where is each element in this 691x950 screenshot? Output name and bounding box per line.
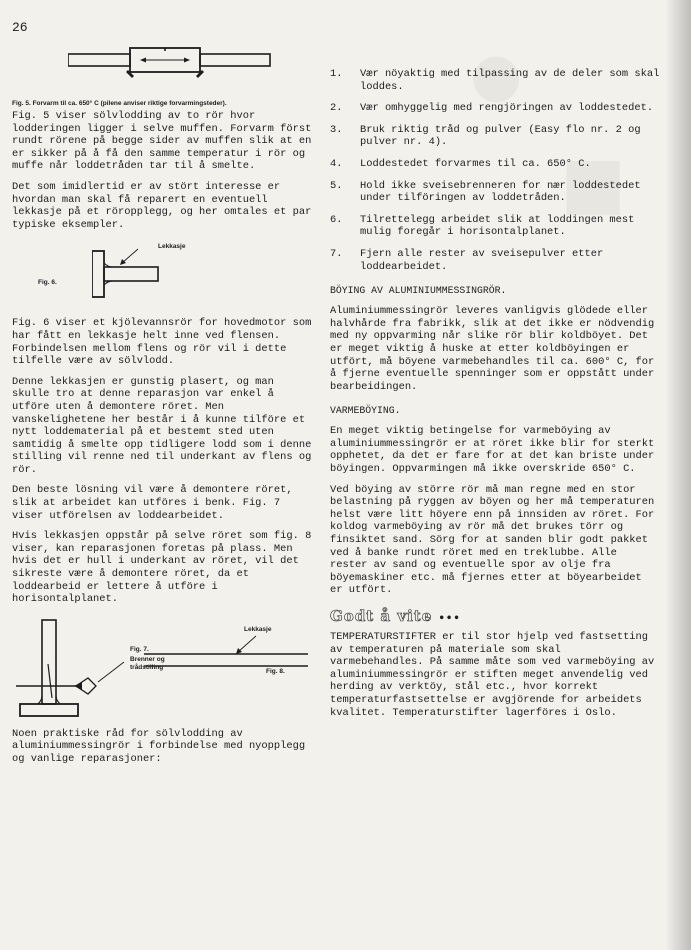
list-item-number: 3. (330, 123, 343, 136)
list-item (330, 124, 660, 149)
figure-5 (12, 40, 317, 110)
list-item-number: 1. (330, 68, 343, 80)
fig8-label: Fig. 8. (266, 667, 285, 675)
fig6-flange-drawing (92, 239, 162, 311)
figures-7-8 (12, 616, 317, 724)
fig5-pipe-drawing (68, 44, 278, 84)
right-column (330, 68, 660, 727)
fig7-annotation (130, 656, 165, 672)
page-edge-shadow (665, 0, 691, 950)
left-paragraph-5: Den beste lösning vil være å demontere röret, slik at arbeidet kan utföres i benk. Fig. 7 viser utförelsen av loddearbeidet. (12, 484, 293, 522)
section-heading-boying: BÖYING AV ALUMINIUMMESSINGRÖR. (330, 285, 507, 297)
figure-6 (12, 239, 317, 311)
list-item-number: 7. (330, 247, 343, 260)
section-boying-text: Aluminiummessingrör leveres vanligvis glödede eller halvhårde fra fabrikk, slik at det ikke er nödvendig med ny oppvarming når slike rör blir koldböyet. Det er meget viktig å huske at etter koldböyingen er utfört, må böyene varmebehandles til ca. 600° C, for å fjerne eventuelle spenninger som er oppstått under bearbeidingen. (330, 305, 655, 393)
left-column (12, 40, 317, 774)
list-item-number: 6. (330, 213, 343, 226)
list-item-text: Vær nöyaktig med tilpassing av de deler som skal loddes. (360, 68, 660, 93)
list-item-text: Fjern alle rester av sveisepulver etter loddearbeidet. (360, 247, 604, 273)
fig6-label: Fig. 6. (38, 279, 57, 287)
list-item-text: Bruk riktig tråd og pulver (Easy flo nr. 2 og pulver nr. 4). (360, 123, 641, 149)
list-item-text: Loddestedet forvarmes til ca. 650° C. (360, 157, 591, 170)
list-item (330, 102, 660, 115)
list-item (330, 158, 660, 171)
page-number: 26 (12, 20, 28, 35)
section-varmeboying-paragraph-2: Ved böying av större rör må man regne med en stor belastning på ryggen av böyen og her må temperaturen helst være litt höyere enn på innsiden av röret. For koldog varmeböying av rör må det brukes törr og finsiktet sand. Sörg for at sanden blir godt pakket ved å banke rundt röret med en treklubbe. Alle rester av sand og eventuelle spor av olje fra böyemaskiner etc. må fjernes etter at böyearbeidet er utfört. (330, 483, 655, 597)
left-paragraph-7: Noen praktiske råd for sölvlodding av aluminiummessingrör i forbindelse med nyopplegg og vanlige reparasjoner: (12, 727, 306, 765)
list-item (330, 180, 660, 205)
left-paragraph-3: Fig. 6 viser et kjölevannsrör for hovedmotor som har fått en lekkasje helt inne ved flensen. Forbindelsen mellom flens og rör vil i dette tilfelle være av sölvlodd. (12, 317, 312, 368)
godt-a-vite-heading: Godt å vite ••• (330, 607, 461, 625)
section-heading-varmeboying: VARMEBÖYING. (330, 405, 401, 417)
fig7-annotation-line-2: trådstilling (130, 663, 164, 671)
fig7-annotation-line-1: Brenner og (130, 655, 165, 663)
list-item-text: Tilrettelegg arbeidet slik at loddingen mest mulig foregår i horisontalplanet. (360, 213, 635, 239)
list-item-text: Hold ikke sveisebrenneren for nær loddestedet under tilföringen av loddetråden. (360, 179, 641, 205)
fig7-label: Fig. 7. (130, 645, 149, 653)
list-item (330, 68, 660, 93)
left-paragraph-2: Det som imidlertid er av stört interesse er hvordan man skal få reparert en eventuell lekkasje på et röropplegg, og her omtales et par typiske eksempler. (12, 180, 312, 231)
section-varmeboying-paragraph-1: En meget viktig betingelse for varmeböying av aluminiummessingrör er at röret ikke blir for sterkt opphetet, da det er fare for at det kan briste under böyingen. Oppvarmingen må ikke overskride 650° C. (330, 425, 655, 476)
fig6-annotation: Lekkasje (158, 243, 186, 251)
left-paragraph-4: Denne lekkasjen er gunstig plasert, og man skulle tro at denne reparasjon var enkel å utföre uten å demontere röret. Men vanskelighetene her består i å kunne tilföre et nytt loddematerial på et bestemt sted uten samtidig å smelte opp tidligere lodd som i denne stilling vil renne ned til underkant av flens og rör. (12, 375, 312, 476)
list-item (330, 248, 660, 273)
list-item-number: 5. (330, 179, 343, 192)
list-item-number: 4. (330, 157, 343, 170)
list-item (330, 214, 660, 239)
fig8-annotation: Lekkasje (244, 625, 272, 633)
godt-a-vite-text: TEMPERATURSTIFTER er til stor hjelp ved fastsetting av temperaturen på materiale som skal varmebehandles. På samme måte som ved varmeböying av aluminiummessingrör er stiften meget anvendelig ved herding av verktöy, stål etc., hvor korrekt temperaturfastsettelse er avgjörende for arbeidets kvalitet. Temperaturstifter lagerföres i Oslo. (330, 631, 655, 719)
tips-list (330, 68, 660, 273)
list-item-number: 2. (330, 102, 343, 115)
left-paragraph-6: Hvis lekkasjen oppstår på selve röret som fig. 8 viser, kan reparasjonen foretas på plass. Men hvis det er hull i underkant av röret, vil det sikreste være å demontere röret, da et loddearbeid er lettere å utföre i horisontalplanet. (12, 530, 312, 606)
godt-a-vite-title: Godt å vite (330, 607, 433, 625)
list-item-text: Vær omhyggelig med rengjöringen av loddestedet. (360, 102, 654, 115)
left-paragraph-1: Fig. 5 viser sölvlodding av to rör hvor lodderingen ligger i selve muffen. Forvarm först rundt rörene på begge sider av muffen slik at en er sikker på å få den samme temperatur i rör og muffe når loddetråden tar til å smelte. (12, 110, 312, 173)
fig5-caption: Fig. 5. Forvarm til ca. 650° C (pilene anviser riktige forvarmingsteder). (12, 100, 227, 107)
